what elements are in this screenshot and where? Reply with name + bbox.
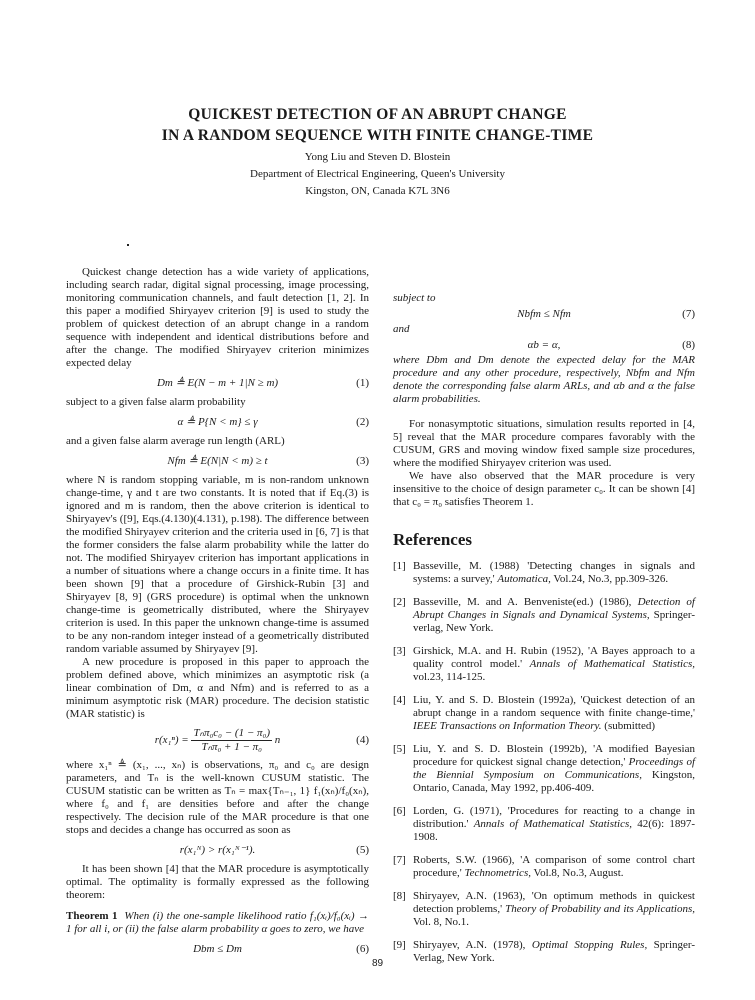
reference-item	[393, 596, 695, 635]
reference-text: Girshick, M.A. and H. Rubin (1952), 'A Bayes approach to a quality control model.'	[413, 645, 695, 670]
paragraph-2: subject to a given false alarm probability	[66, 396, 246, 408]
and-label: and	[393, 323, 410, 335]
equation-6-body: Dbm ≤ Dm	[193, 943, 242, 955]
reference-item	[393, 890, 695, 929]
reference-venue: Proceedings of the Biennial Symposium on Communications,	[413, 756, 696, 781]
reference-venue: Detection of Abrupt Changes in Signals and Dynamical Systems,	[413, 596, 695, 621]
theorem-1	[66, 910, 369, 936]
reference-venue: Automatica,	[497, 573, 551, 585]
reference-number: [6]	[393, 805, 406, 817]
reference-venue: Optimal Stopping Rules,	[531, 939, 648, 951]
equation-4-denominator: Tₙπ₀ + 1 − π₀	[201, 740, 262, 753]
reference-item	[393, 560, 695, 586]
right-paragraph-1: For nonasymptotic situations, simulation results reported in [4, 5] reveal that the MAR procedure compares favorably with the CUSUM, GRS and moving window fixed sample size procedures, where the modified Shiryayev criterion was used.	[393, 418, 695, 469]
address: Kingston, ON, Canada K7L 3N6	[305, 185, 450, 197]
equation-4-fraction	[191, 727, 272, 754]
equation-1-body: Dm ≜ E(N − m + 1|N ≥ m)	[156, 377, 279, 389]
reference-details: (submitted)	[604, 720, 655, 732]
reference-item	[393, 694, 695, 733]
reference-number: [8]	[393, 890, 406, 902]
reference-details: Vol. 8, No.1.	[413, 916, 470, 928]
reference-number: [7]	[393, 854, 406, 866]
equation-4	[66, 721, 369, 759]
right-column	[393, 292, 695, 975]
page-number: 89	[371, 958, 384, 969]
equation-1-number: (1)	[356, 377, 369, 389]
reference-number: [2]	[393, 596, 406, 608]
paragraph-4: where N is random stopping variable, m is non-random unknown change-time, γ and t are two constants. It is noted that if Eq.(3) is ignored and m is random, then the above criterion is identical to Shiryayev's ([9], Eqs.(4.130)(4.131), p.198). The difference between the modified Shiryayev criterion and the criteria used in [6, 7] is that the former considers the false alarm probability while the latter do not. The modified Shiryayev criterion has important applications in a number of situations where a change occurs in a finite time. It has been shown [9] that a procedure of Girshick-Rubin [3] and Shiryayev [8, 9] (GRS procedure) is optimal when the unknown change-time is geometrically distributed, where the Shiryayev criterion is used. In this paper the unknown change-time is assumed to be any non-random integer instead of a geometrically distributed random variable assumed by Shiryayev [9].	[66, 474, 369, 655]
equation-4-numerator: Tₙπ₀c₀ − (1 − π₀)	[193, 726, 270, 739]
paragraph-3: and a given false alarm average run length (ARL)	[66, 435, 285, 447]
reference-number: [5]	[393, 743, 406, 755]
subject-to-label: subject to	[393, 292, 436, 304]
reference-text: Basseville, M. and A. Benveniste(ed.) (1986),	[413, 596, 632, 608]
stray-mark	[127, 244, 129, 246]
equation-8-number: (8)	[682, 339, 695, 351]
paragraph-7: It has been shown [4] that the MAR procedure is asymptotically optimal. The optimality is formally expressed as the following theorem:	[66, 863, 369, 901]
reference-details: Springer-verlag, New York.	[413, 609, 695, 634]
reference-text: Liu, Y. and S. D. Blostein (1992b), 'A modified Bayesian procedure for quickest signal change detection,'	[413, 743, 695, 768]
reference-venue: IEEE Transactions on Information Theory.	[413, 720, 602, 732]
equation-5-body: r(x₁ᴺ) > r(x₁ᴺ⁻¹).	[179, 844, 256, 856]
equation-8	[393, 336, 695, 354]
equation-4-number: (4)	[356, 734, 369, 746]
reference-item	[393, 645, 695, 684]
equation-3-body: Nfm ≜ E(N|N < m) ≥ t	[167, 455, 268, 467]
right-paragraph-2: We have also observed that the MAR procedure is very insensitive to the choice of design parameter c₀. It can be shown [4] that c₀ = π₀ satisfies Theorem 1.	[393, 470, 695, 508]
equation-2	[66, 409, 369, 435]
equation-3	[66, 448, 369, 474]
reference-text: Shiryayev, A.N. (1978),	[413, 939, 526, 951]
reference-text: Shiryayev, A.N. (1963), 'On optimum methods in quickest detection problems,'	[413, 890, 695, 915]
reference-details: Vol.8, No.3, August.	[533, 867, 624, 879]
equation-1	[66, 370, 369, 396]
reference-details: Kingston, Ontario, Canada, May 1992, pp.406-409.	[413, 769, 696, 794]
reference-number: [1]	[393, 560, 406, 572]
title-line-2: IN A RANDOM SEQUENCE WITH FINITE CHANGE-TIME	[161, 127, 594, 144]
title-line-1: QUICKEST DETECTION OF AN ABRUPT CHANGE	[188, 106, 567, 123]
reference-text: Basseville, M. (1988) 'Detecting changes in signals and systems: a survey,'	[413, 560, 695, 585]
paper-title	[0, 104, 755, 146]
equation-4-tail: n	[274, 734, 281, 746]
reference-number: [4]	[393, 694, 406, 706]
reference-details: 42(6): 1897-1908.	[413, 818, 696, 843]
author-block	[0, 149, 755, 200]
reference-venue: Theory of Probability and its Applications,	[505, 903, 695, 915]
equation-5	[66, 837, 369, 863]
reference-details: Vol.24, No.3, pp.309-326.	[553, 573, 669, 585]
equation-2-body: α ≜ P{N < m} ≤ γ	[177, 416, 258, 428]
authors: Yong Liu and Steven D. Blostein	[304, 151, 451, 163]
theorem-continuation: where Dbm and Dm denote the expected delay for the MAR procedure and any other procedure, respectively, Nbfm and Nfm denote the corresponding false alarm ARLs, and αb and α the false alarm probabilities.	[393, 354, 695, 405]
paragraph-6: where x₁ⁿ ≜ (x₁, ..., xₙ) is observations, π₀ and c₀ are design parameters, and Tₙ is the well-known CUSUM statistic. The CUSUM statistic can be written as Tₙ = max{Tₙ₋₁, 1} f₁(xₙ)/f₀(xₙ), where f₀ and f₁ are densities before and after the change respectively. The decision rule of the MAR procedure is that one stops and decides a change has occurred as soon as	[66, 759, 369, 836]
references-list	[393, 560, 695, 965]
equation-7	[393, 305, 695, 323]
equation-2-number: (2)	[356, 416, 369, 428]
reference-text: Lorden, G. (1971), 'Procedures for reacting to a change in distribution.'	[413, 805, 695, 830]
reference-item	[393, 854, 695, 880]
reference-text: Liu, Y. and S. D. Blostein (1992a), 'Quickest detection of an abrupt change in a random sequence with finite change-time,'	[413, 694, 695, 719]
reference-venue: Technometrics,	[464, 867, 531, 879]
references-heading: References	[393, 530, 472, 549]
equation-5-number: (5)	[356, 844, 369, 856]
reference-number: [3]	[393, 645, 406, 657]
reference-text: Roberts, S.W. (1966), 'A comparison of some control chart procedure,'	[413, 854, 695, 879]
reference-item	[393, 805, 695, 844]
reference-venue: Annals of Mathematical Statistics,	[473, 818, 633, 830]
left-column	[66, 266, 369, 962]
reference-details: Springer-Verlag, New York.	[413, 939, 695, 964]
reference-details: vol.23, 114-125.	[413, 671, 486, 683]
intro-paragraph: Quickest change detection has a wide variety of applications, including search radar, digital signal processing, image processing, monitoring communication channels, and fault detection [1, 2]. In this paper a modified Shiryayev criterion [9] is used to study the problem of quickest detection of an abrupt change in a random sequence with independent and identical distributions before and after the change. The modified Shiryayev criterion minimizes expected delay	[66, 266, 369, 369]
equation-4-lhs: r(x₁ⁿ) =	[154, 734, 189, 746]
equation-7-body: Nbfm ≤ Nfm	[517, 308, 571, 320]
reference-venue: Annals of Mathematical Statistics,	[529, 658, 695, 670]
equation-7-number: (7)	[682, 308, 695, 320]
equation-8-body: αb = α,	[527, 339, 561, 351]
theorem-label: Theorem 1	[66, 910, 118, 922]
paragraph-5: A new procedure is proposed in this paper to approach the problem defined above, which minimizes an asymptotic risk (a linear combination of Dm, α and Nfm) and is referred to as a minimum asymptotic risk (MAR) procedure. The decision statistic (MAR statistic) is	[66, 656, 369, 720]
reference-item	[393, 743, 695, 795]
equation-6-number: (6)	[356, 943, 369, 955]
equation-3-number: (3)	[356, 455, 369, 467]
reference-number: [9]	[393, 939, 406, 951]
theorem-text: When (i) the one-sample likelihood ratio f₁(xᵢ)/f₀(xᵢ) → 1 for all i, or (ii) the false alarm probability α goes to zero, we have	[66, 910, 370, 935]
affiliation: Department of Electrical Engineering, Queen's University	[250, 168, 505, 180]
